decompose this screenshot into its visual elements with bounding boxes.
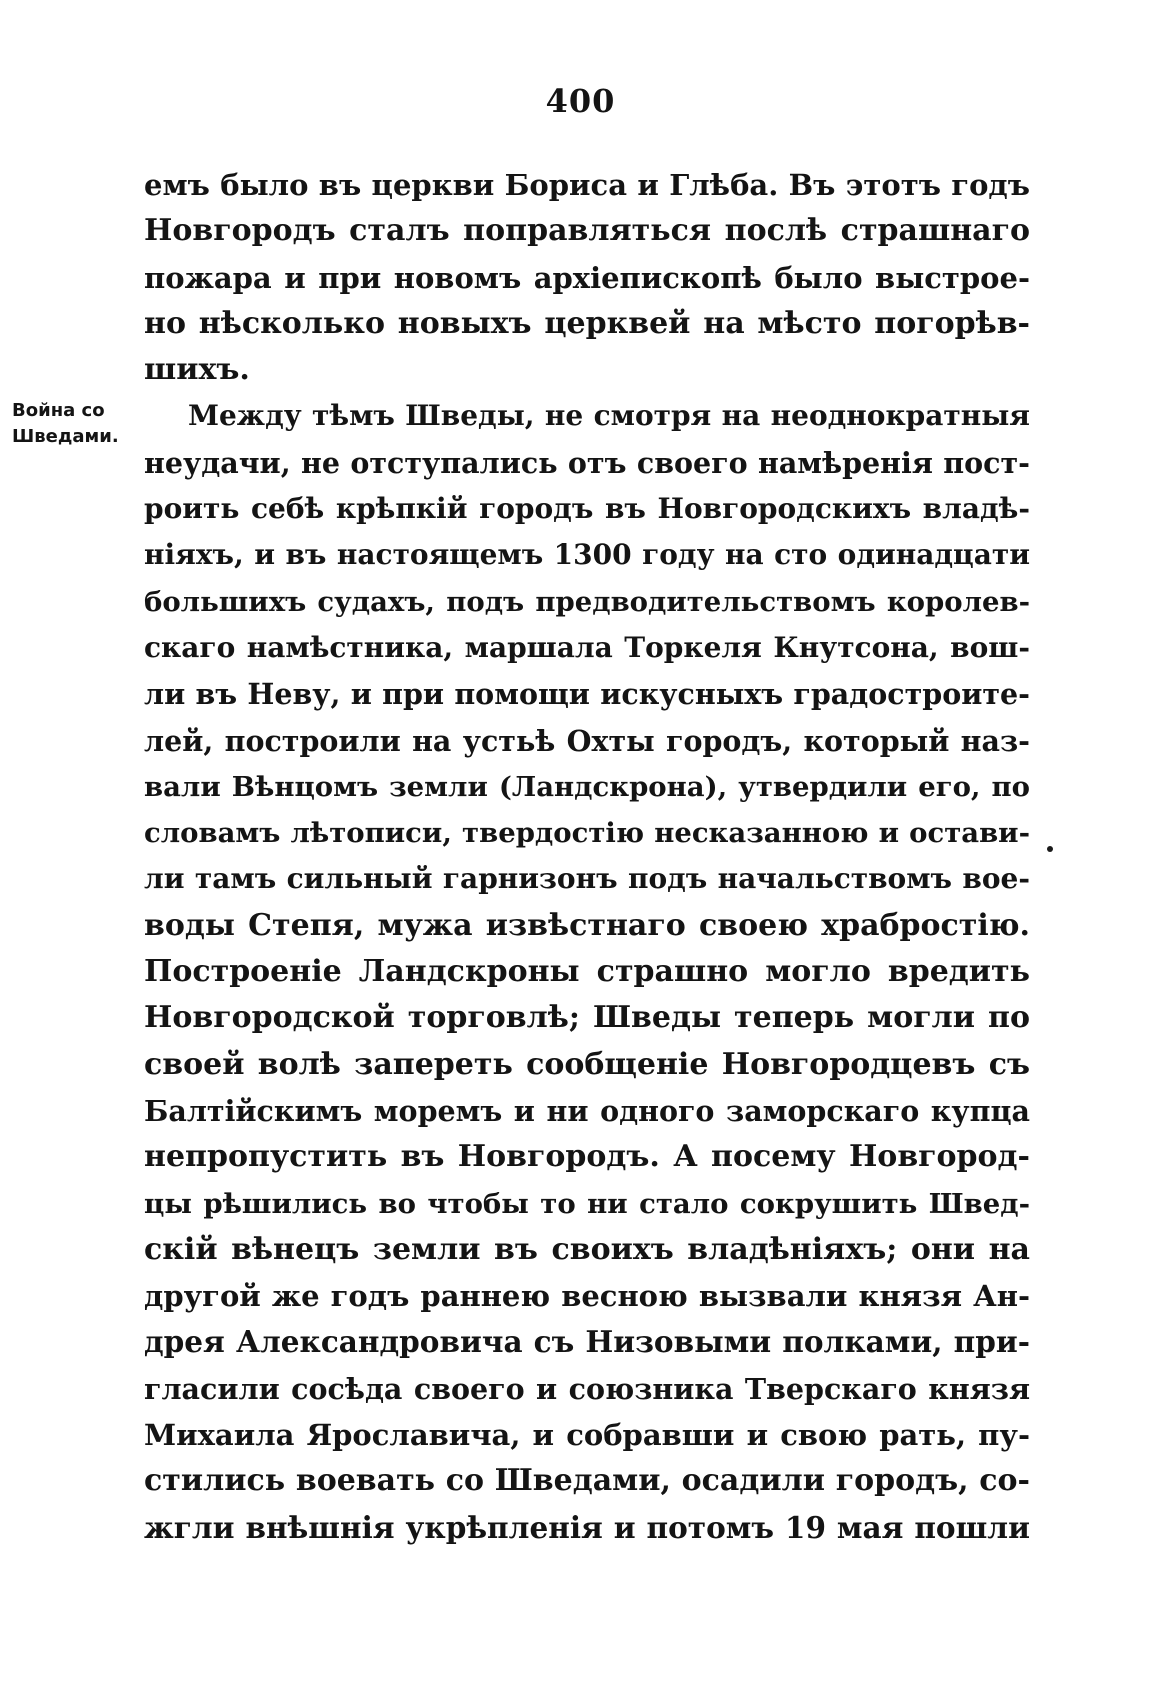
text-line: словамъ лѣтописи, твердостію несказанною и остави- [144,817,1030,850]
text-line: пожара и при новомъ архіепископѣ было выстрое- [144,260,1030,295]
text-line: Новгородъ сталъ поправляться послѣ страшнаго [144,213,1030,249]
margin-note-line: Шведами. [12,426,119,447]
margin-note-line: Война со [12,400,105,421]
text-line: Построеніе Ландскроны страшно могло вредить [144,954,1030,990]
text-line: емъ было въ церкви Бориса и Глѣба. Въ этотъ годъ [144,168,1030,202]
text-line: дрея Александровича съ Низовыми полками, при- [144,1324,1030,1360]
text-line: Михаила Ярославича, и собравши и свою рать, пу- [144,1418,1030,1453]
text-line: неудачи, не отступались отъ своего намѣренія пост- [144,445,1030,480]
text-line: Новгородской торговлѣ; Шведы теперь могли по [144,1000,1030,1036]
page-number: 400 [545,82,616,120]
text-line: лей, построили на устьѣ Охты городъ, который наз- [144,723,1030,758]
ink-speck [1047,846,1053,852]
text-line: жгли внѣшнія укрѣпленія и потомъ 19 мая пошли [144,1509,1030,1545]
text-line: ніяхъ, и въ настоящемъ 1300 году на сто одинадцати [144,538,1030,572]
text-line: вали Вѣнцомъ земли (Ландскрона), утвердили его, по [144,770,1030,803]
text-line: Между тѣмъ Шведы, не смотря на неоднократныя [188,399,1030,433]
text-line: ли тамъ сильный гарнизонъ подъ начальствомъ вое- [144,862,1030,896]
text-line: шихъ. [144,352,250,388]
text-line: воды Степя, мужа извѣстнаго своею храбростію. [144,907,1030,943]
text-line: роить себѣ крѣпкій городъ въ Новгородскихъ владѣ- [144,492,1030,526]
text-line: цы рѣшились во чтобы то ни стало сокрушить Швед- [144,1187,1030,1220]
text-line: гласили сосѣда своего и союзника Тверскаго князя [144,1371,1030,1406]
text-line: непропустить въ Новгородъ. А посему Новгород- [144,1139,1030,1175]
text-line: стились воевать со Шведами, осадили городъ, со- [144,1463,1030,1499]
text-line: своей волѣ запереть сообщеніе Новгородцевъ съ [144,1046,1030,1082]
text-line: но нѣсколько новыхъ церквей на мѣсто погорѣв- [144,305,1030,341]
text-line: скаго намѣстника, маршала Торкеля Кнутсона, вош- [144,630,1030,664]
text-line: большихъ судахъ, подъ предводительствомъ королев- [144,585,1030,618]
text-line: ли въ Неву, и при помощи искусныхъ градостроите- [144,677,1030,712]
text-line: другой же годъ раннею весною вызвали князя Ан- [144,1279,1030,1314]
margin-note [12,398,132,450]
text-line: скій вѣнецъ земли въ своихъ владѣніяхъ; они на [144,1231,1030,1267]
body-text [144,162,1030,1551]
text-line: Балтійскимъ моремъ и ни одного заморскаго купца [144,1093,1030,1128]
